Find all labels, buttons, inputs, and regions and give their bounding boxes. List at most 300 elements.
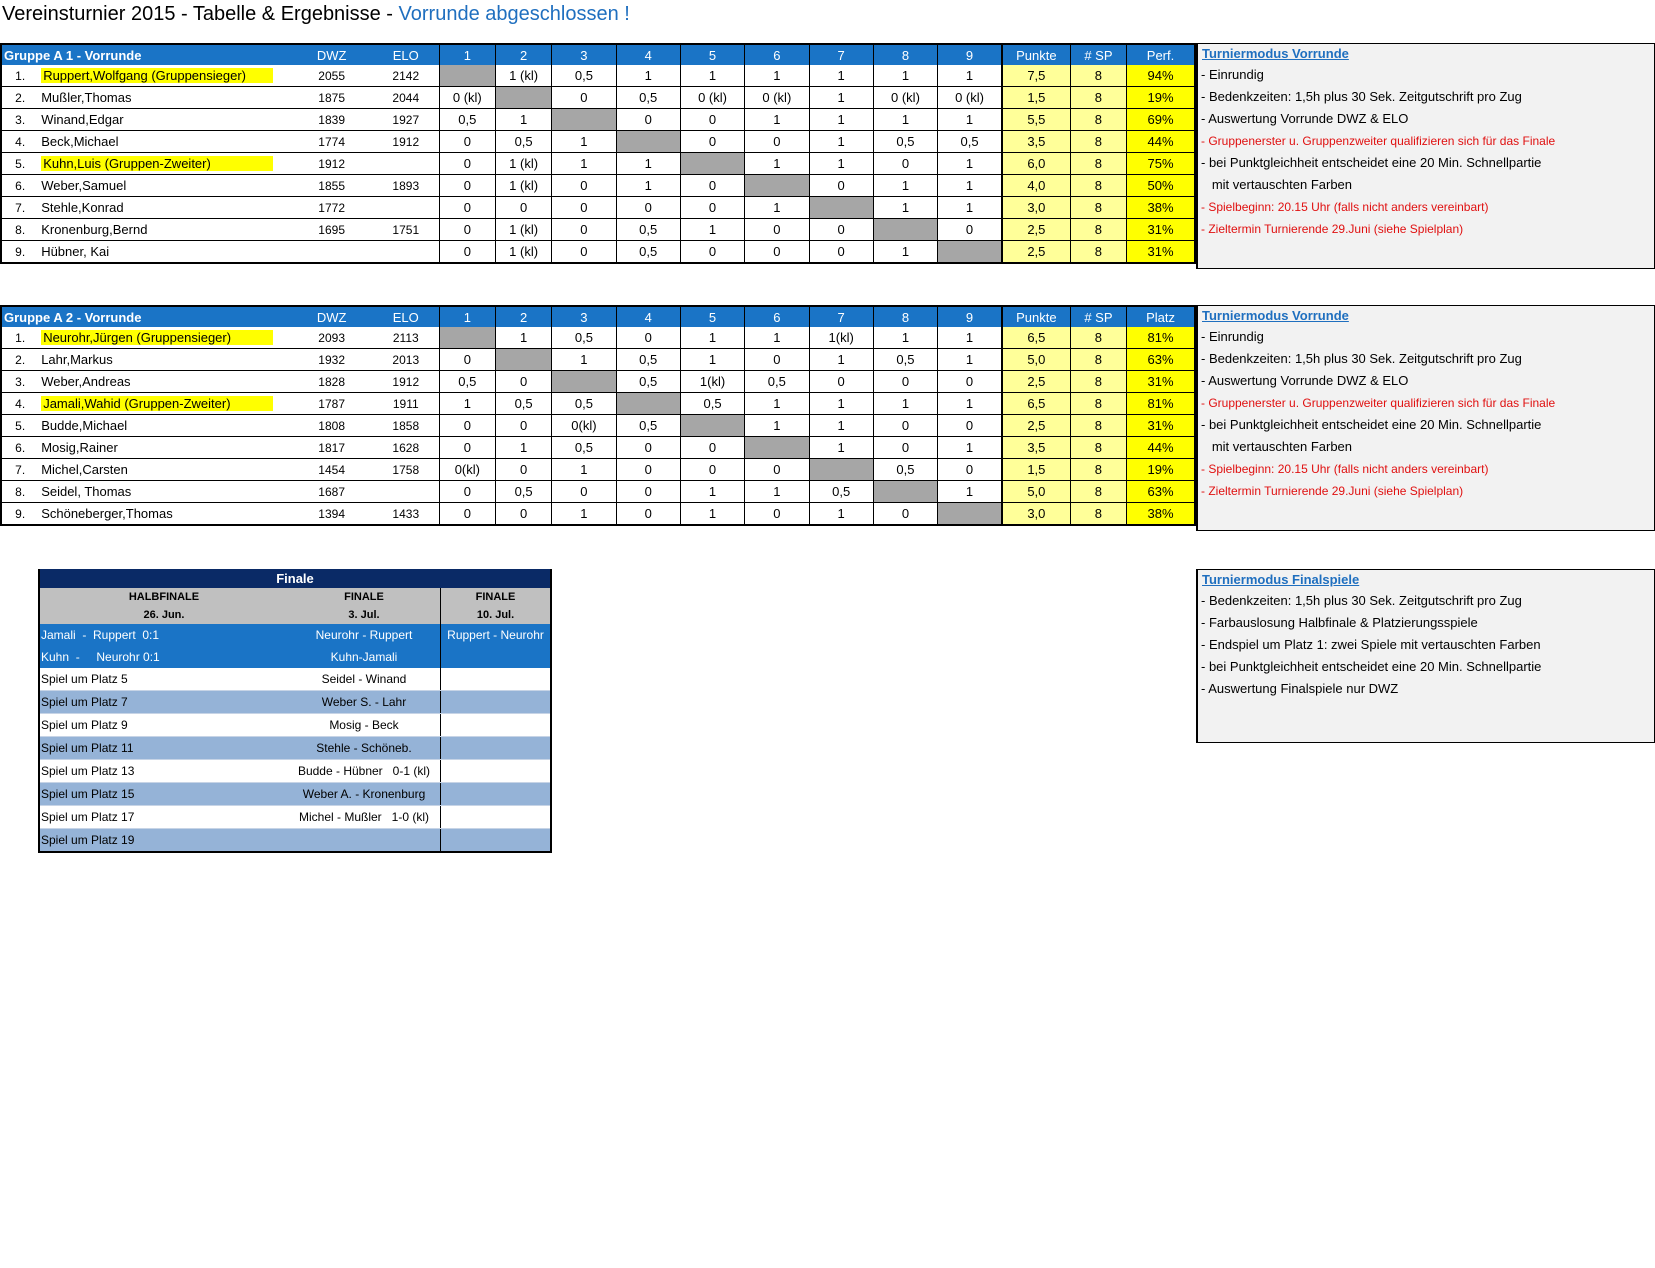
- player-elo: 1758: [373, 459, 439, 481]
- result-cell: 1: [745, 327, 809, 349]
- result-cell: 1: [938, 481, 1002, 503]
- player-games: 8: [1070, 219, 1126, 241]
- player-games: 8: [1070, 131, 1126, 153]
- result-cell: 0: [439, 197, 495, 219]
- finale-match: Spiel um Platz 13: [39, 760, 288, 783]
- player-games: 8: [1070, 327, 1126, 349]
- player-perf: 38%: [1127, 503, 1195, 526]
- result-cell: 0,5: [495, 393, 551, 415]
- result-cell: 0: [873, 153, 937, 175]
- finale-pairing: Weber S. - Lahr: [288, 691, 441, 714]
- player-points: 2,5: [1002, 241, 1070, 264]
- result-cell: 1: [495, 327, 551, 349]
- player-dwz: 1808: [290, 415, 372, 437]
- player-points: 4,0: [1002, 175, 1070, 197]
- result-cell: 0: [495, 459, 551, 481]
- header-round: 5: [680, 306, 744, 327]
- player-points: 6,5: [1002, 393, 1070, 415]
- finale-match: Spiel um Platz 7: [39, 691, 288, 714]
- rules-line: - Zieltermin Turnierende 29.Juni (siehe Spielplan): [1201, 484, 1464, 498]
- player-name: Kronenburg,Bernd: [41, 222, 148, 237]
- result-cell: 1: [745, 109, 809, 131]
- rules-line: - Einrundig: [1201, 67, 1264, 82]
- result-cell: 0,5: [873, 349, 937, 371]
- header-elo: ELO: [373, 306, 439, 327]
- player-perf: 94%: [1127, 65, 1195, 87]
- player-points: 3,0: [1002, 197, 1070, 219]
- rules-panel: [1196, 305, 1655, 531]
- player-dwz: 1695: [290, 219, 372, 241]
- finale-final: [441, 760, 551, 783]
- result-cell: 0 (kl): [873, 87, 937, 109]
- result-cell: 0,5: [616, 349, 680, 371]
- result-cell: 0: [616, 197, 680, 219]
- rules-panel: [1196, 43, 1655, 269]
- player-perf: 81%: [1127, 327, 1195, 349]
- result-cell: 0,5: [616, 241, 680, 264]
- player-elo: 1433: [373, 503, 439, 526]
- player-games: 8: [1070, 503, 1126, 526]
- player-elo: 1628: [373, 437, 439, 459]
- finale-pairing: Seidel - Winand: [288, 668, 441, 691]
- player-dwz: 2055: [290, 65, 372, 87]
- result-cell: 1: [873, 327, 937, 349]
- result-cell: 0: [680, 197, 744, 219]
- table-row: [1, 459, 1195, 481]
- finale-match: Spiel um Platz 19: [39, 829, 288, 853]
- result-cell: 1: [809, 415, 873, 437]
- result-cell: 0: [680, 241, 744, 264]
- result-cell: 0: [495, 503, 551, 526]
- result-cell: 1: [552, 153, 616, 175]
- player-name: Neurohr,Jürgen (Gruppensieger): [41, 330, 273, 345]
- group-table: [0, 43, 1196, 264]
- result-cell: 0,5: [809, 481, 873, 503]
- player-elo: 1911: [373, 393, 439, 415]
- player-name: Stehle,Konrad: [41, 200, 124, 215]
- result-cell: 0: [616, 503, 680, 526]
- player-points: 5,5: [1002, 109, 1070, 131]
- player-rank: 8.: [1, 219, 39, 241]
- result-cell: 0: [873, 371, 937, 393]
- player-games: 8: [1070, 87, 1126, 109]
- player-points: 1,5: [1002, 87, 1070, 109]
- result-cell: 1: [745, 197, 809, 219]
- player-name: Kuhn,Luis (Gruppen-Zweiter): [41, 156, 273, 171]
- rules-line: - Auswertung Vorrunde DWZ & ELO: [1201, 373, 1409, 388]
- result-cell: 0,5: [439, 371, 495, 393]
- player-rank: 1.: [1, 65, 39, 87]
- result-cell: 1 (kl): [495, 65, 551, 87]
- header-round: 7: [809, 44, 873, 65]
- result-cell: 0: [680, 131, 744, 153]
- result-cell: 0,5: [552, 393, 616, 415]
- result-cell: 0,5: [552, 437, 616, 459]
- self-cell: [938, 503, 1002, 526]
- result-cell: 0: [745, 131, 809, 153]
- result-cell: 1: [439, 393, 495, 415]
- player-rank: 6.: [1, 175, 39, 197]
- finale-pairing: Stehle - Schöneb.: [288, 737, 441, 760]
- player-dwz: [290, 241, 372, 264]
- result-cell: 0: [439, 481, 495, 503]
- player-name-cell: [39, 393, 290, 415]
- table-row: [1, 197, 1195, 219]
- rules-line: - Bedenkzeiten: 1,5h plus 30 Sek. Zeitgutschrift pro Zug: [1201, 351, 1522, 366]
- finale-pairing: Weber A. - Kronenburg: [288, 783, 441, 806]
- result-cell: 1: [809, 393, 873, 415]
- header-games: # SP: [1070, 306, 1126, 327]
- player-dwz: 1912: [290, 153, 372, 175]
- player-name-cell: [39, 109, 290, 131]
- result-cell: 1: [938, 109, 1002, 131]
- result-cell: 0,5: [495, 481, 551, 503]
- self-cell: [680, 153, 744, 175]
- header-perf: Perf.: [1127, 44, 1195, 65]
- result-cell: 0: [495, 197, 551, 219]
- player-name: Jamali,Wahid (Gruppen-Zweiter): [41, 396, 273, 411]
- player-dwz: 1839: [290, 109, 372, 131]
- player-name: Lahr,Markus: [41, 352, 113, 367]
- result-cell: 0(kl): [439, 459, 495, 481]
- finale-row: [39, 668, 551, 691]
- rules-title[interactable]: Turniermodus Vorrunde: [1202, 308, 1349, 323]
- player-dwz: 1454: [290, 459, 372, 481]
- player-games: 8: [1070, 175, 1126, 197]
- player-elo: 1751: [373, 219, 439, 241]
- player-elo: 1858: [373, 415, 439, 437]
- self-cell: [495, 349, 551, 371]
- self-cell: [680, 415, 744, 437]
- group-name: Gruppe A 1 - Vorrunde: [1, 44, 290, 65]
- header-round: 9: [938, 44, 1002, 65]
- self-cell: [873, 481, 937, 503]
- finale-final: [441, 737, 551, 760]
- result-cell: 1: [938, 65, 1002, 87]
- header-round: 5: [680, 44, 744, 65]
- result-cell: 0: [616, 327, 680, 349]
- finale-final: [441, 806, 551, 829]
- result-cell: 0,5: [552, 327, 616, 349]
- finale-match: Spiel um Platz 15: [39, 783, 288, 806]
- finale-col-date: 10. Jul.: [441, 606, 551, 624]
- result-cell: 1: [495, 109, 551, 131]
- player-dwz: 1855: [290, 175, 372, 197]
- player-name-cell: [39, 415, 290, 437]
- header-round: 3: [552, 306, 616, 327]
- result-cell: 0,5: [495, 131, 551, 153]
- player-rank: 5.: [1, 153, 39, 175]
- self-cell: [616, 131, 680, 153]
- rules-line: mit vertauschten Farben: [1201, 439, 1353, 454]
- result-cell: 1: [745, 415, 809, 437]
- result-cell: 0 (kl): [680, 87, 744, 109]
- result-cell: 0: [552, 481, 616, 503]
- self-cell: [938, 241, 1002, 264]
- result-cell: 1: [745, 481, 809, 503]
- table-row: [1, 175, 1195, 197]
- player-name-cell: [39, 459, 290, 481]
- player-name-cell: [39, 481, 290, 503]
- player-dwz: 1817: [290, 437, 372, 459]
- final-rules-line: - bei Punktgleichheit entscheidet eine 20 Min. Schnellpartie: [1201, 659, 1542, 674]
- result-cell: 0: [873, 503, 937, 526]
- header-round: 4: [616, 306, 680, 327]
- result-cell: 0: [616, 437, 680, 459]
- self-cell: [616, 393, 680, 415]
- player-name: Seidel, Thomas: [41, 484, 132, 499]
- player-rank: 3.: [1, 371, 39, 393]
- player-elo: [373, 481, 439, 503]
- finale-subheader-dates: [39, 606, 551, 624]
- self-cell: [809, 197, 873, 219]
- title-status: Vorrunde abgeschlossen !: [398, 3, 630, 25]
- player-perf: 75%: [1127, 153, 1195, 175]
- player-name-cell: [39, 65, 290, 87]
- group-header-row: [1, 44, 1195, 65]
- player-name-cell: [39, 503, 290, 526]
- player-perf: 44%: [1127, 131, 1195, 153]
- player-perf: 69%: [1127, 109, 1195, 131]
- rules-line: - Bedenkzeiten: 1,5h plus 30 Sek. Zeitgutschrift pro Zug: [1201, 89, 1522, 104]
- player-points: 3,0: [1002, 503, 1070, 526]
- result-cell: 0 (kl): [439, 87, 495, 109]
- finale-match: Spiel um Platz 11: [39, 737, 288, 760]
- result-cell: 0: [439, 503, 495, 526]
- finale-final: Ruppert - Neurohr: [441, 624, 551, 646]
- player-games: 8: [1070, 437, 1126, 459]
- finale-final: [441, 714, 551, 737]
- result-cell: 1: [809, 349, 873, 371]
- result-cell: 1: [873, 65, 937, 87]
- result-cell: 1: [616, 153, 680, 175]
- finale-row: [39, 760, 551, 783]
- result-cell: 1: [680, 481, 744, 503]
- result-cell: 0: [439, 153, 495, 175]
- player-elo: 1912: [373, 371, 439, 393]
- finale-pairing: Michel - Mußler 1-0 (kl): [288, 806, 441, 829]
- rules-line: - Spielbeginn: 20.15 Uhr (falls nicht anders vereinbart): [1201, 462, 1489, 476]
- result-cell: 1: [809, 87, 873, 109]
- table-row: [1, 349, 1195, 371]
- finale-row: [39, 714, 551, 737]
- result-cell: 0: [809, 175, 873, 197]
- player-perf: 63%: [1127, 349, 1195, 371]
- final-info-title[interactable]: Turniermodus Finalspiele: [1202, 572, 1360, 587]
- player-name: Mosig,Rainer: [41, 440, 118, 455]
- self-cell: [745, 437, 809, 459]
- finale-final: [441, 646, 551, 668]
- player-points: 5,0: [1002, 349, 1070, 371]
- result-cell: 0: [552, 197, 616, 219]
- header-round: 3: [552, 44, 616, 65]
- header-points: Punkte: [1002, 306, 1070, 327]
- result-cell: 0: [439, 241, 495, 264]
- player-rank: 4.: [1, 393, 39, 415]
- finale-row: [39, 783, 551, 806]
- player-perf: 38%: [1127, 197, 1195, 219]
- player-rank: 7.: [1, 197, 39, 219]
- result-cell: 1: [745, 393, 809, 415]
- rules-title[interactable]: Turniermodus Vorrunde: [1202, 46, 1349, 61]
- player-games: 8: [1070, 393, 1126, 415]
- player-elo: 2142: [373, 65, 439, 87]
- result-cell: 0: [439, 175, 495, 197]
- player-name: Beck,Michael: [41, 134, 119, 149]
- finale-pairing: Kuhn-Jamali: [288, 646, 441, 668]
- player-rank: 4.: [1, 131, 39, 153]
- player-dwz: 1787: [290, 393, 372, 415]
- player-perf: 31%: [1127, 371, 1195, 393]
- result-cell: 0 (kl): [938, 87, 1002, 109]
- finale-col-label: HALBFINALE: [39, 588, 288, 606]
- finale-final: [441, 668, 551, 691]
- finale-pairing: Neurohr - Ruppert: [288, 624, 441, 646]
- result-cell: 1: [938, 393, 1002, 415]
- result-cell: 0: [680, 437, 744, 459]
- player-elo: 2013: [373, 349, 439, 371]
- result-cell: 0: [873, 415, 937, 437]
- result-cell: 0: [745, 459, 809, 481]
- finale-row: [39, 691, 551, 714]
- result-cell: 1(kl): [809, 327, 873, 349]
- player-rank: 5.: [1, 415, 39, 437]
- finale-row: [39, 829, 551, 853]
- player-points: 3,5: [1002, 131, 1070, 153]
- table-row: [1, 437, 1195, 459]
- result-cell: 1 (kl): [495, 241, 551, 264]
- player-name-cell: [39, 349, 290, 371]
- result-cell: 0: [938, 415, 1002, 437]
- player-elo: [373, 197, 439, 219]
- self-cell: [439, 327, 495, 349]
- result-cell: 1: [552, 349, 616, 371]
- result-cell: 0: [439, 415, 495, 437]
- finale-row: [39, 646, 551, 668]
- result-cell: 1: [938, 437, 1002, 459]
- table-row: [1, 153, 1195, 175]
- self-cell: [552, 109, 616, 131]
- result-cell: 0: [439, 131, 495, 153]
- result-cell: 0: [616, 109, 680, 131]
- result-cell: 0: [495, 371, 551, 393]
- result-cell: 1: [873, 393, 937, 415]
- player-games: 8: [1070, 241, 1126, 264]
- player-perf: 31%: [1127, 415, 1195, 437]
- table-row: [1, 65, 1195, 87]
- player-elo: 1912: [373, 131, 439, 153]
- rules-line: - Spielbeginn: 20.15 Uhr (falls nicht anders vereinbart): [1201, 200, 1489, 214]
- result-cell: 1: [745, 65, 809, 87]
- header-round: 8: [873, 306, 937, 327]
- player-perf: 31%: [1127, 219, 1195, 241]
- player-games: 8: [1070, 153, 1126, 175]
- final-rules-line: - Endspiel um Platz 1: zwei Spiele mit vertauschten Farben: [1201, 637, 1541, 652]
- player-games: 8: [1070, 371, 1126, 393]
- result-cell: 0: [809, 241, 873, 264]
- result-cell: 1: [938, 349, 1002, 371]
- self-cell: [495, 87, 551, 109]
- finale-title: Finale: [39, 569, 551, 588]
- title-main: Vereinsturnier 2015 - Tabelle & Ergebnisse -: [2, 3, 399, 25]
- finale-subheader: [39, 588, 551, 606]
- header-round: 6: [745, 44, 809, 65]
- self-cell: [552, 371, 616, 393]
- page-title: [2, 2, 630, 26]
- player-rank: 2.: [1, 87, 39, 109]
- result-cell: 1: [873, 241, 937, 264]
- table-row: [1, 371, 1195, 393]
- finale-final: [441, 829, 551, 853]
- final-rules-line: - Farbauslosung Halbfinale & Platzierungsspiele: [1201, 615, 1478, 630]
- rules-line: mit vertauschten Farben: [1201, 177, 1353, 192]
- player-name-cell: [39, 327, 290, 349]
- player-points: 1,5: [1002, 459, 1070, 481]
- result-cell: 1: [616, 65, 680, 87]
- table-row: [1, 503, 1195, 526]
- table-row: [1, 327, 1195, 349]
- header-round: 1: [439, 306, 495, 327]
- result-cell: 1: [680, 327, 744, 349]
- rules-line: - Zieltermin Turnierende 29.Juni (siehe Spielplan): [1201, 222, 1464, 236]
- finale-match: Jamali - Ruppert 0:1: [39, 624, 288, 646]
- result-cell: 1: [680, 503, 744, 526]
- result-cell: 1: [809, 131, 873, 153]
- table-row: [1, 241, 1195, 264]
- player-dwz: 1932: [290, 349, 372, 371]
- finale-col-label: FINALE: [441, 588, 551, 606]
- player-games: 8: [1070, 459, 1126, 481]
- header-elo: ELO: [373, 44, 439, 65]
- finale-match: Spiel um Platz 5: [39, 668, 288, 691]
- finale-header: [39, 569, 551, 588]
- finale-table: [38, 569, 552, 853]
- player-dwz: 1774: [290, 131, 372, 153]
- player-name-cell: [39, 131, 290, 153]
- result-cell: 0: [938, 371, 1002, 393]
- player-rank: 3.: [1, 109, 39, 131]
- rules-line: - Gruppenerster u. Gruppenzweiter qualifizieren sich für das Finale: [1201, 396, 1556, 410]
- result-cell: 1: [680, 65, 744, 87]
- player-name-cell: [39, 371, 290, 393]
- finale-col-date: 26. Jun.: [39, 606, 288, 624]
- finale-final: [441, 691, 551, 714]
- result-cell: 0,5: [873, 459, 937, 481]
- finale-match: Spiel um Platz 9: [39, 714, 288, 737]
- player-games: 8: [1070, 109, 1126, 131]
- result-cell: 0: [680, 109, 744, 131]
- result-cell: 0,5: [439, 109, 495, 131]
- result-cell: 0: [680, 175, 744, 197]
- final-rules-line: - Auswertung Finalspiele nur DWZ: [1201, 681, 1399, 696]
- finale-pairing: Mosig - Beck: [288, 714, 441, 737]
- player-dwz: 1687: [290, 481, 372, 503]
- result-cell: 0 (kl): [745, 87, 809, 109]
- rules-line: - Einrundig: [1201, 329, 1264, 344]
- rules-line: - Gruppenerster u. Gruppenzweiter qualifizieren sich für das Finale: [1201, 134, 1556, 148]
- result-cell: 1: [938, 327, 1002, 349]
- player-perf: 44%: [1127, 437, 1195, 459]
- player-rank: 9.: [1, 503, 39, 526]
- player-name-cell: [39, 153, 290, 175]
- result-cell: 1 (kl): [495, 219, 551, 241]
- result-cell: 0,5: [552, 65, 616, 87]
- player-name: Michel,Carsten: [41, 462, 128, 477]
- result-cell: 1: [809, 109, 873, 131]
- finale-final: [441, 783, 551, 806]
- player-name-cell: [39, 437, 290, 459]
- result-cell: 0,5: [616, 415, 680, 437]
